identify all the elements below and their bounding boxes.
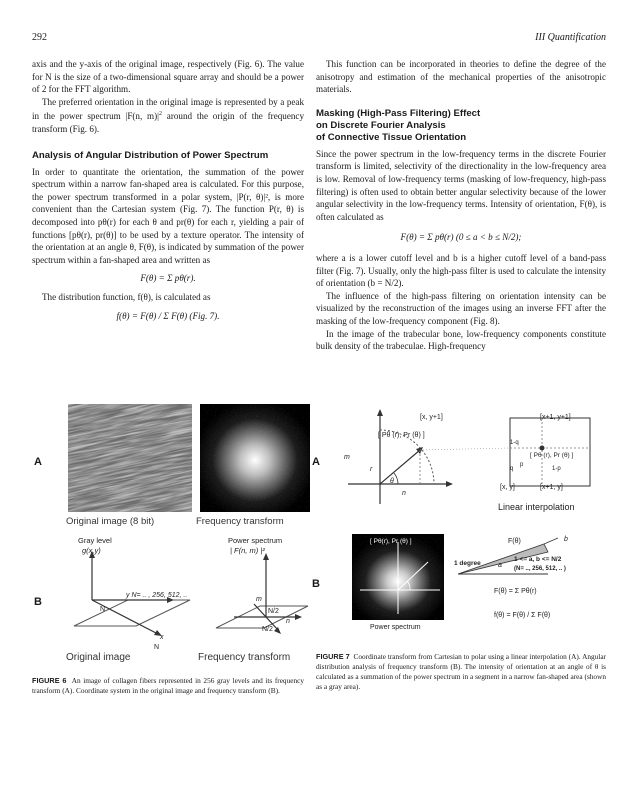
section-heading-masking-2: on Discrete Fourier Analysis bbox=[316, 119, 446, 131]
label-q: q bbox=[510, 466, 514, 472]
label-f-dist: f(θ) = F(θ) / Σ F(θ) bbox=[494, 612, 551, 619]
right-paragraph-4: The influence of the high-pass filtering on orientation intensity can be visualized by the reconstruction of the images using an inverse FFT after the masking of the low-frequency component (Fig. 8). bbox=[316, 290, 606, 326]
gxy-label: g(x,y) bbox=[82, 546, 101, 555]
section-heading-masking-1: Masking (High-Pass Filtering) Effect bbox=[316, 107, 481, 119]
label-ptheta: [ Pθ (r), Pr (θ) ] bbox=[378, 432, 425, 439]
right-paragraph-1: This function can be incorporated in theories to define the degree of the anisotropy and estimation of the mechanical properties of the anisotropic materials. bbox=[316, 59, 606, 95]
n-label: N bbox=[100, 606, 106, 613]
right-column bbox=[316, 58, 606, 353]
label-one-p: 1-p bbox=[552, 466, 561, 472]
n2-label-2: N/2 bbox=[262, 626, 273, 633]
power-spectrum-label: Power spectrum bbox=[228, 536, 283, 545]
original-image-label: Original image bbox=[66, 652, 131, 663]
figure6-caption: FIGURE 6 An image of collagen fibers represented in 256 gray levels and its frequency transform (A). Coordinate system in the original image and frequency transform (B). bbox=[32, 676, 305, 695]
running-title: III Quantification bbox=[535, 32, 606, 43]
frequency-transform-image bbox=[200, 404, 310, 512]
left-column bbox=[32, 58, 304, 322]
label-ftheta: F(θ) bbox=[508, 538, 521, 545]
label-x-y: [x, y] bbox=[500, 484, 515, 491]
left-paragraph-4: The distribution function, f(θ), is calculated as bbox=[42, 291, 211, 302]
label-nvals: (N= .., 256, 512, .. ) bbox=[514, 566, 566, 572]
equation-2: f(θ) = F(θ) / Σ F(θ) (Fig. 7). bbox=[116, 310, 220, 321]
label-n: n bbox=[402, 490, 406, 497]
linear-interpolation-label: Linear interpolation bbox=[498, 502, 575, 512]
figure7-label-a: A bbox=[312, 456, 320, 468]
label-p: p bbox=[520, 462, 524, 468]
n-label-bottom: N bbox=[154, 644, 160, 651]
section-heading-angular: Analysis of Angular Distribution of Power Spectrum bbox=[32, 149, 269, 161]
label-r: r bbox=[370, 466, 373, 473]
label-x-y1: [x, y+1] bbox=[420, 414, 443, 421]
right-paragraph-2: Since the power spectrum in the low-frequency terms in the discrete Fourier transform is limited, selectivity of the directionality in the low-frequency area is low. Removal of low-frequency terms (masking of low-frequency, high-pass filtering) is often used to obtain better angular selectivity because of the lower angular selectivity in the low-frequency terms. Intensity of orientation, F(θ), is often calculated as bbox=[316, 148, 606, 222]
figure7-caption: FIGURE 7 Coordinate transform from Cartesian to polar using a linear interpolation (A). Angular distribution analysis of frequency transform (B). The intensity of orientation at an angle of θ is calculated as a summation of the power spectrum in a segment in a narrow fan-shaped area (shown as a gray area). bbox=[316, 652, 606, 691]
left-paragraph-1: axis and the y-axis of the original image, respectively (Fig. 6). The value for N is the size of a two-dimensional square array and should be a power of 2 for the FFT algorithm. bbox=[32, 59, 304, 95]
equation-3: F(θ) = Σ pθ(r) (0 ≤ a < b ≤ N/2); bbox=[400, 232, 522, 243]
label-cutoffs: 1 <= a, b <= N/2 bbox=[514, 556, 562, 563]
caption-frequency-transform: Frequency transform bbox=[196, 516, 284, 527]
figure7-label-b: B bbox=[312, 578, 320, 590]
label-b: b bbox=[564, 536, 568, 543]
y-axis-label: y N= .. , 256, 512, .. bbox=[126, 592, 188, 599]
caption-original-8bit: Original image (8 bit) bbox=[66, 516, 155, 527]
label-b-ptheta: [ Pθ(r), Pr (θ) ] bbox=[370, 538, 412, 545]
left-paragraph-3: In order to quantitate the orientation, the summation of the power spectrum within a narrow fan-shaped area is calculated. For this purpose, the power spectrum transformed in a polar system, |P(r, θ)|², is more convenient than the Cartesian system (Fig. 7). The function P(r, θ) is decomposed into pθ(r) for each θ and pr(θ) for each r, yielding a pair of functions [pθ(r), pr(θ)] to be used by a texture operator. The intensity of the orientation at an angle θ, F(θ), is indicated by summation of the power spectrum within a fan-shaped area and written as bbox=[32, 166, 304, 265]
right-paragraph-5: In the image of the trabecular bone, low-frequency components constitute bulk density of the trabeculae. High-frequency bbox=[316, 328, 606, 352]
label-one-degree: 1 degree bbox=[454, 560, 481, 567]
label-x1-y: [x+1, y] bbox=[540, 484, 563, 491]
section-heading-masking-3: of Connective Tissue Orientation bbox=[316, 131, 467, 143]
label-ptheta-small: [ Pθ (r), Pr (θ) ] bbox=[530, 452, 574, 459]
x-axis-label: x bbox=[160, 634, 164, 641]
power-spectrum-label-7b: Power spectrum bbox=[370, 624, 421, 631]
left-paragraph-2: The preferred orientation in the original image is represented by a peak in the power spectrum |F(n, $m)|^2$ around the origin of the frequency transform (Fig. 6). bbox=[32, 96, 305, 134]
label-a: a bbox=[498, 562, 502, 569]
gray-level-label: Gray level bbox=[78, 536, 112, 545]
figure7b-power-spectrum-image bbox=[352, 534, 444, 620]
label-m: m bbox=[344, 454, 350, 461]
figure6-label-a: A bbox=[34, 456, 42, 468]
label-one-q: 1-q bbox=[510, 440, 519, 446]
label-sum-f: F(θ) = Σ Pθ(r) bbox=[494, 588, 537, 595]
m-axis-label: m bbox=[256, 596, 262, 603]
collagen-fiber-image bbox=[68, 404, 192, 512]
page-number: 292 bbox=[32, 32, 47, 43]
right-paragraph-3: where a is a lower cutoff level and b is a higher cutoff level of a band-pass filter (Fig. 7). Usually, only the high-pass filter is used to calculate the intensity of orientation (b = N/2). bbox=[316, 252, 606, 289]
figure6-label-b: B bbox=[34, 596, 42, 608]
freq-transform-label-b: Frequency transform bbox=[198, 652, 291, 663]
fnm-label: | F(n, m) |² bbox=[230, 546, 265, 555]
n2-label-1: N/2 bbox=[268, 608, 279, 615]
label-theta: θ bbox=[390, 478, 394, 485]
equation-1: F(θ) = Σ pθ(r). bbox=[140, 273, 196, 284]
n-small-label: n bbox=[286, 618, 290, 625]
label-x1-y1: [x+1, y+1] bbox=[540, 414, 571, 421]
